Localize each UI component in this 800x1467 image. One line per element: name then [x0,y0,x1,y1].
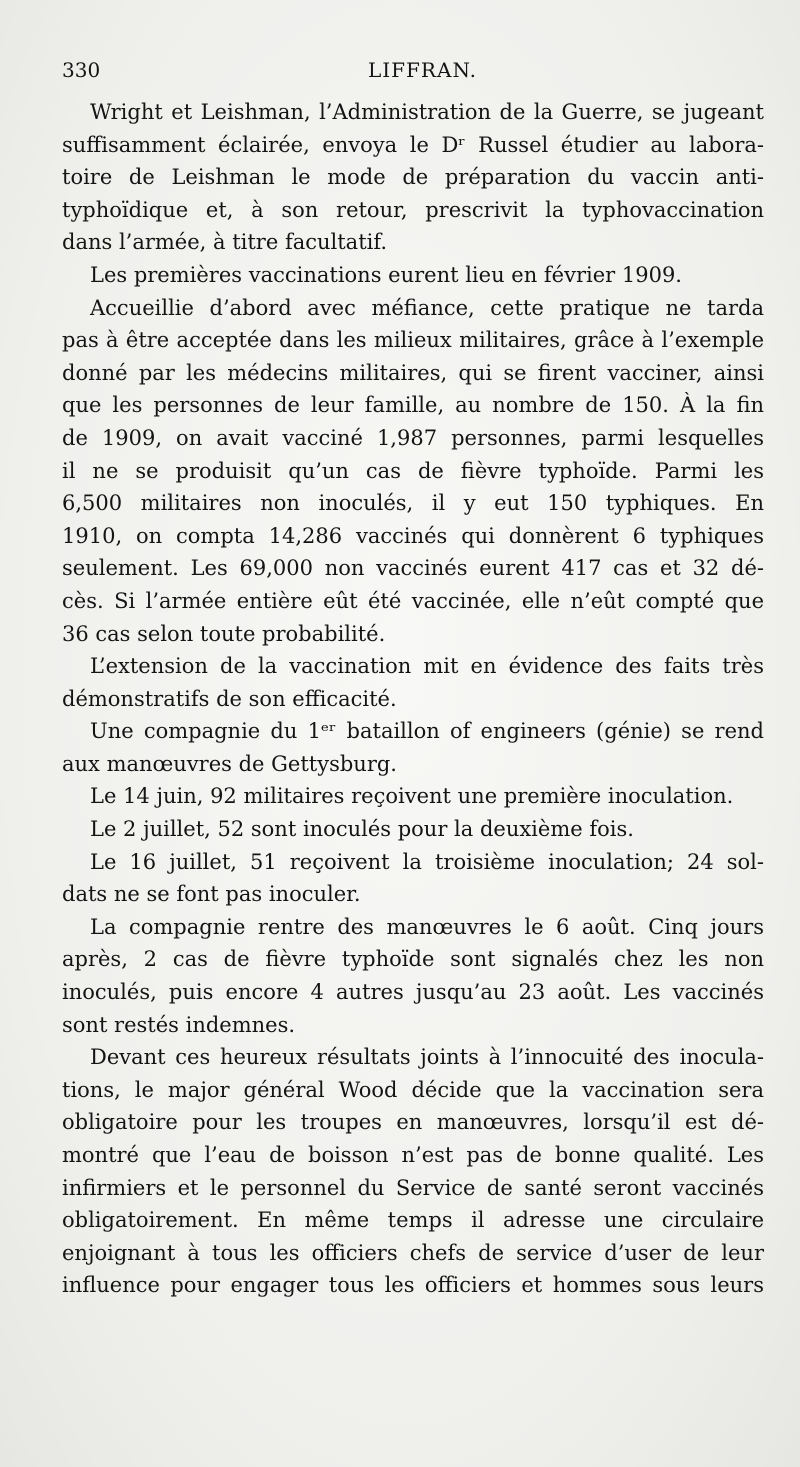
text-line: obligatoirement. En même temps il adresse une circulaire [62,1208,764,1233]
text-line: typhoïdique et, à son retour, prescrivit la typhovaccination [62,197,764,222]
text-line: seulement. Les 69,000 non vaccinés eurent 417 cas et 32 dé- [62,556,764,581]
text-line: inoculés, puis encore 4 autres jusqu’au 23 août. Les vaccinés [62,980,764,1005]
text-line: après, 2 cas de fièvre typhoïde sont signalés chez les non [62,947,764,972]
text-line: donné par les médecins militaires, qui se firent vacciner, ainsi [62,360,764,385]
text-line: dats ne se font pas inoculer. [62,882,361,907]
text-line: obligatoire pour les troupes en manœuvres, lorsqu’il est dé- [62,1110,764,1135]
text-line: Le 2 juillet, 52 sont inoculés pour la deuxième fois. [90,817,634,842]
page-number: 330 [62,58,101,82]
text-line: toire de Leishman le mode de préparation du vaccin anti- [62,165,764,190]
text-line: L’extension de la vaccination mit en évidence des faits très [90,654,764,679]
text-line: Les premières vaccinations eurent lieu en février 1909. [90,262,682,287]
text-line: aux manœuvres de Gettysburg. [62,751,397,776]
text-line: 6,500 militaires non inoculés, il y eut 150 typhiques. En [62,491,764,516]
text-line: Une compagnie du 1ᵉʳ bataillon of engineers (génie) se rend [90,719,764,744]
text-line: tions, le major général Wood décide que la vaccination sera [62,1077,764,1102]
text-line: sont restés indemnes. [62,1012,296,1037]
text-line: Devant ces heureux résultats joints à l’innocuité des inocula- [90,1045,764,1070]
text-line: 1910, on compta 14,286 vaccinés qui donnèrent 6 typhiques [62,523,764,548]
text-line: 36 cas selon toute probabilité. [62,621,386,646]
text-line: démonstratifs de son efficacité. [62,686,397,711]
text-line: dans l’armée, à titre facultatif. [62,230,388,255]
text-line: cès. Si l’armée entière eût été vaccinée, elle n’eût compté que [62,588,764,613]
text-line: de 1909, on avait vacciné 1,987 personnes, parmi lesquelles [62,425,764,450]
text-line: Wright et Leishman, l’Administration de la Guerre, se jugeant [90,100,764,124]
body-text [62,96,764,1302]
text-line: suffisamment éclairée, envoya le Dʳ Russel étudier au labora- [62,132,764,157]
text-line: Le 14 juin, 92 militaires reçoivent une première inoculation. [90,784,734,809]
text-line: que les personnes de leur famille, au nombre de 150. À la fin [62,393,764,418]
text-line: La compagnie rentre des manœuvres le 6 août. Cinq jours [90,914,764,939]
text-line: enjoignant à tous les officiers chefs de service d’user de leur [62,1240,764,1265]
text-line: influence pour engager tous les officiers et hommes sous leurs [62,1273,764,1298]
text-line: infirmiers et le personnel du Service de santé seront vaccinés [62,1175,764,1200]
text-line: pas à être acceptée dans les milieux militaires, grâce à l’exemple [62,328,764,353]
text-line: montré que l’eau de boisson n’est pas de bonne qualité. Les [62,1143,764,1167]
text-line: Accueillie d’abord avec méfiance, cette pratique ne tarda [90,295,764,320]
text-line: Le 16 juillet, 51 reçoivent la troisième inoculation; 24 sol- [90,849,764,874]
page-header [62,58,762,88]
text-line: il ne se produisit qu’un cas de fièvre typhoïde. Parmi les [62,458,764,483]
running-head: LIFFRAN. [368,58,478,82]
